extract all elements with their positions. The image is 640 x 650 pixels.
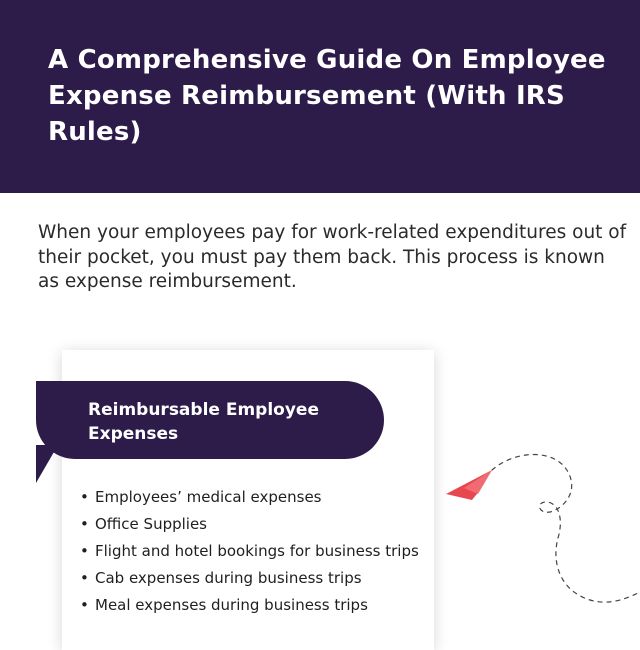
- list-item: • Employees’ medical expenses: [80, 488, 322, 506]
- list-item: • Meal expenses during business trips: [80, 596, 368, 614]
- list-item: • Cab expenses during business trips: [80, 569, 362, 587]
- list-item-label: Meal expenses during business trips: [95, 596, 368, 614]
- list-item-label: Office Supplies: [95, 515, 208, 533]
- list-item-label: Cab expenses during business trips: [95, 569, 362, 587]
- flight-trail: [492, 455, 640, 603]
- page-title: A Comprehensive Guide On Employee Expense Reimbursement (With IRS Rules): [48, 45, 606, 147]
- intro-paragraph: When your employees pay for work-related expenditures out of their pocket, you must pay them back. This process is known as expense reimbursement.: [38, 222, 627, 292]
- expenses-list: [78, 487, 428, 622]
- list-item-label: Flight and hotel bookings for business trips: [95, 542, 419, 560]
- list-item: • Office Supplies: [80, 515, 208, 533]
- list-item-label: Employees’ medical expenses: [95, 488, 322, 506]
- paper-plane-icon: [440, 450, 640, 610]
- card-heading-tail: [36, 445, 58, 483]
- card-heading: Reimbursable Employee Expenses: [88, 400, 319, 444]
- hero-banner: [0, 0, 640, 193]
- list-item: • Flight and hotel bookings for business trips: [80, 542, 419, 560]
